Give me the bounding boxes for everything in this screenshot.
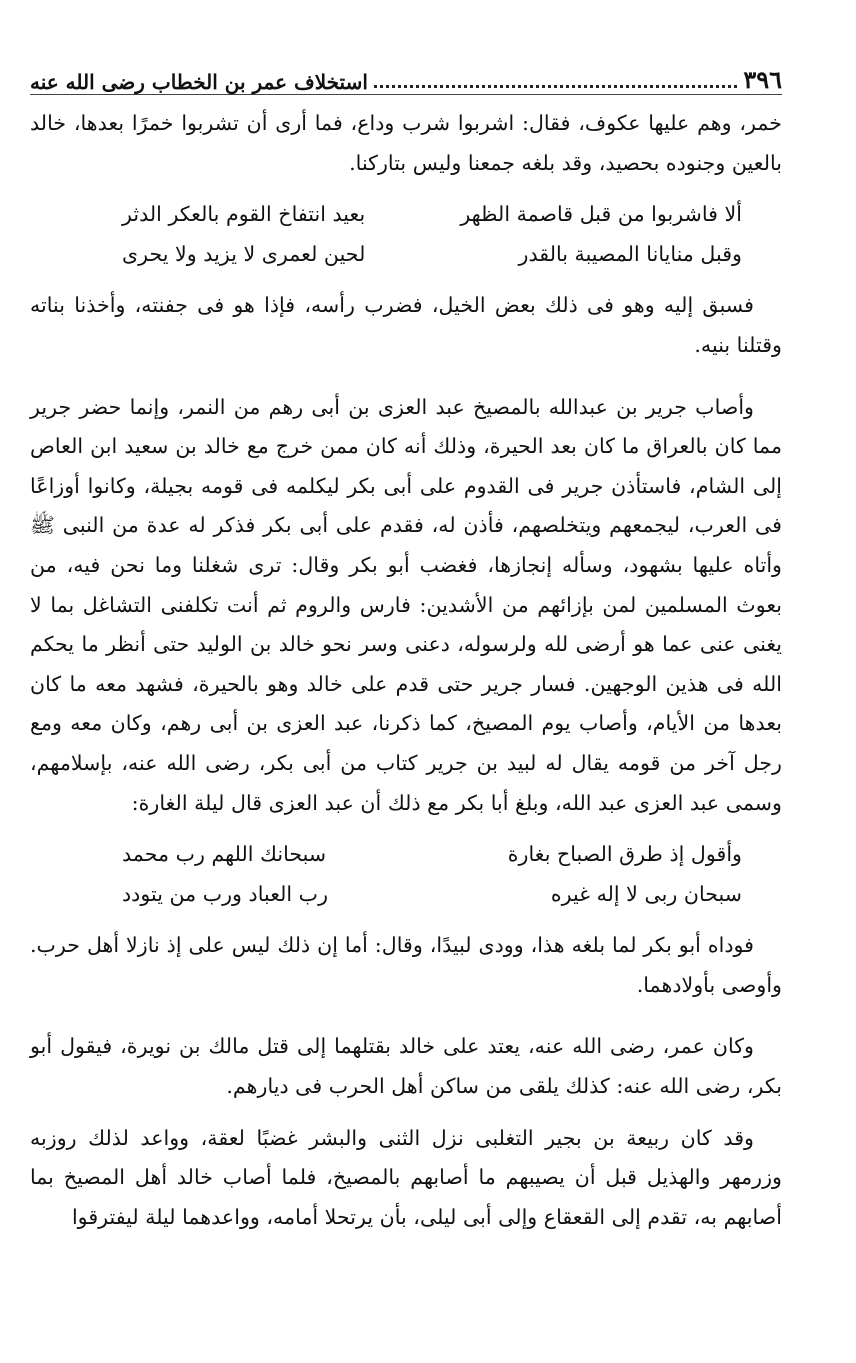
verse-line	[30, 835, 782, 875]
page-number: ٣٩٦	[743, 65, 782, 94]
chapter-title: استخلاف عمر بن الخطاب رضى الله عنه	[30, 70, 368, 94]
verse-hemistich: سبحان ربى لا إله غيره	[550, 881, 742, 906]
header-leader-dots	[374, 85, 737, 88]
verse-line	[30, 235, 782, 275]
verse-hemistich: لحين لعمرى لا يزيد ولا يحرى	[122, 241, 366, 266]
verse-hemistich: سبحانك اللهم رب محمد	[122, 842, 327, 867]
poem	[30, 835, 782, 914]
poem	[30, 195, 782, 274]
paragraph: وأصاب جرير بن عبدالله بالمصيخ عبد العزى بن أبى رهم من النمر، وإنما حضر جرير مما كان بالعراق ما كان بعد الحيرة، وذلك أنه كان ممن خرج مع خالد بن سعيد ابن العاص إلى الشام، فاستأذن جرير فى القدوم على أبى بكر ليكلمه فى قومه بجيلة، وكانوا أوزاعًا فى العرب، ليجمعهم ويتخلصهم، فأذن له، فقدم على أبى بكر فذكر له عدة من النبى ﷺ وأتاه عليها بشهود، وسأله إنجازها، فغضب أبو بكر وقال: ترى شغلنا وما نحن فيه، من بعوث المسلمين لمن بإزائهم من الأشدين: فارس والروم ثم أنت تكلفنى التشاغل بما لا يغنى عنى عما هو أرضى لله ولرسوله، دعنى وسر نحو خالد بن الوليد حتى أنظر ما يحكم الله فى هذين الوجهين. فسار جرير حتى قدم على خالد وهو بالحيرة، فشهد معه ما كان بعدها من الأيام، وأصاب يوم المصيخ، كما ذكرنا، عبد العزى بن أبى رهم، وكان معه ومع رجل آخر من قومه يقال له لبيد بن جرير كتاب من أبى بكر، رضى الله عنه، بإسلامهم، وسمى عبد العزى عبد الله، وبلغ أبا بكر مع ذلك أن عبد العزى قال ليلة الغارة:	[30, 394, 782, 815]
paragraph: فسبق إليه وهو فى ذلك بعض الخيل، فضرب رأسه، فإذا هو فى جفنته، وأخذنا بناته وقتلنا بنيه.	[30, 293, 782, 357]
paragraph: وكان عمر، رضى الله عنه، يعتد على خالد بقتلهما إلى قتل مالك بن نويرة، فيقول أبو بكر، رضى الله عنه: كذلك يلقى من ساكن أهل الحرب فى ديارهم.	[30, 1034, 782, 1099]
paragraph: وقد كان ربيعة بن بجير التغلبى نزل الثنى والبشر غضبًا لعقة، وواعد لذلك روزبه وزرمهر والهذيل قبل أن يصيبهم ما أصابهم بالمصيخ، فلما أصاب خالد أهل المصيخ بما أصابهم به، تقدم إلى القعقاع وإلى أبى ليلى، بأن يرتحلا أمامه، وواعدهما ليلة ليفترقوا	[30, 1125, 782, 1229]
paragraph: فوداه أبو بكر لما بلغه هذا، وودى لبيدًا، وقال: أما إن ذلك ليس على إذ نازلا أهل حرب. وأوصى بأولادهما.	[30, 933, 782, 997]
verse-hemistich: وقبل منايانا المصيبة بالقدر	[518, 241, 742, 266]
verse-hemistich: رب العباد ورب من يتودد	[122, 881, 329, 906]
paragraph: خمر، وهم عليها عكوف، فقال: اشربوا شرب وداع، فما أرى أن تشربوا خمرًا بعدها، خالد بالعين وجنوده بحصيد، وقد بلغه جمعنا وليس بتاركنا.	[30, 111, 782, 175]
running-header	[30, 56, 782, 95]
page-body	[30, 104, 782, 1237]
verse-line	[30, 195, 782, 235]
verse-hemistich: وأقول إذ طرق الصباح بغارة	[507, 842, 742, 867]
verse-line	[30, 875, 782, 915]
verse-hemistich: بعيد انتفاخ القوم بالعكر الدثر	[122, 202, 366, 227]
verse-hemistich: ألا فاشربوا من قبل قاصمة الظهر	[460, 202, 742, 227]
